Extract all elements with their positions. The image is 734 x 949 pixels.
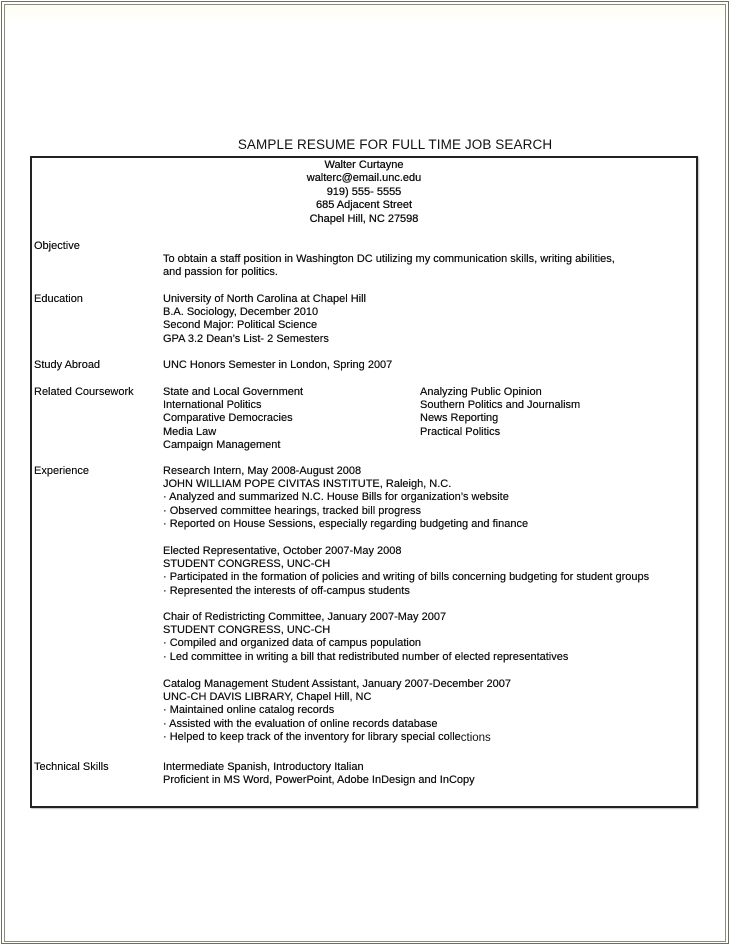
education-line: University of North Carolina at Chapel Hill [163, 293, 366, 305]
skill-line: Proficient in MS Word, PowerPoint, Adobe InDesign and InCopy [163, 774, 475, 787]
course-item: State and Local Government [163, 386, 304, 398]
job-title: Chair of Redistricting Committee, January 2007-May 2007 [163, 611, 447, 623]
applicant-name: Walter Curtayne [324, 159, 404, 171]
job-bullet: · Represented the interests of off-campus students [163, 584, 410, 597]
job-bullet: · Compiled and organized data of campus population [163, 637, 422, 650]
education-label: Education [34, 293, 83, 305]
skill-line: Intermediate Spanish, Introductory Italian [163, 761, 364, 773]
experience-label: Experience [34, 465, 90, 477]
job-bullet: · Participated in the formation of policies and writing of bills concerning budgeting for student groups [163, 571, 650, 584]
education-line: Second Major: Political Science [163, 319, 318, 332]
applicant-street: 685 Adjacent Street [315, 199, 412, 212]
job-title: Catalog Management Student Assistant, January 2007-December 2007 [163, 678, 511, 690]
job-bullet-last [163, 731, 511, 744]
coursework-column-1 [163, 386, 303, 452]
education-line: GPA 3.2 Dean’s List- 2 Semesters [163, 332, 329, 345]
job-bullet: · Observed committee hearings, tracked bill progress [163, 504, 421, 517]
education-line: B.A. Sociology, December 2010 [163, 306, 319, 319]
course-item: Media Law [163, 425, 217, 438]
job-title: Elected Representative, October 2007-May 2008 [163, 545, 402, 557]
technical-skills-content [163, 761, 475, 787]
job-organization: STUDENT CONGRESS, UNC-CH [163, 624, 331, 637]
study-abroad-line: UNC Honors Semester in London, Spring 2007 [163, 359, 393, 371]
job-bullet: · Reported on House Sessions, especially regarding budgeting and finance [163, 517, 529, 530]
course-item: Southern Politics and Journalism [420, 399, 581, 412]
experience-job-1 [163, 465, 528, 531]
course-item: Practical Politics [420, 425, 501, 438]
applicant-phone: 919) 555- 5555 [326, 185, 402, 198]
course-item: News Reporting [420, 412, 499, 425]
technical-skills-label: Technical Skills [34, 761, 109, 773]
job-bullet-tail: ctions [460, 731, 491, 744]
job-bullet-text: · Helped to keep track of the inventory for library special colle [163, 730, 461, 743]
education-content [163, 293, 366, 346]
course-item: Campaign Management [163, 438, 281, 451]
job-bullet: · Maintained online catalog records [163, 704, 335, 717]
applicant-email: walterc@email.unc.edu [306, 172, 422, 185]
job-bullet: · Assisted with the evaluation of online records database [163, 717, 438, 730]
experience-job-4 [163, 678, 511, 744]
course-item: Analyzing Public Opinion [420, 386, 542, 398]
experience-job-3 [163, 611, 568, 664]
coursework-label: Related Coursework [34, 386, 134, 398]
objective-line: and passion for politics. [163, 266, 278, 279]
course-item: Comparative Democracies [163, 412, 293, 425]
document-title: SAMPLE RESUME FOR FULL TIME JOB SEARCH [237, 137, 553, 152]
coursework-column-2 [420, 386, 580, 439]
experience-job-2 [163, 545, 649, 598]
job-organization: JOHN WILLIAM POPE CIVITAS INSTITUTE, Raleigh, N.C. [163, 478, 452, 491]
course-item: International Politics [163, 399, 262, 412]
job-title: Research Intern, May 2008-August 2008 [163, 465, 362, 477]
job-bullet: · Led committee in writing a bill that redistributed number of elected representatives [163, 650, 569, 663]
objective-line: To obtain a staff position in Washington DC utilizing my communication skills, writing abilities, [163, 253, 615, 265]
objective-label: Objective [34, 240, 80, 252]
study-abroad-label: Study Abroad [34, 359, 101, 371]
job-organization: STUDENT CONGRESS, UNC-CH [163, 558, 331, 571]
objective-content [163, 253, 615, 279]
applicant-city: Chapel Hill, NC 27598 [309, 212, 419, 225]
study-abroad-content [163, 359, 392, 372]
job-organization: UNC-CH DAVIS LIBRARY, Chapel Hill, NC [163, 691, 372, 704]
job-bullet: · Analyzed and summarized N.C. House Bills for organization’s website [163, 491, 509, 504]
contact-header [30, 159, 698, 226]
